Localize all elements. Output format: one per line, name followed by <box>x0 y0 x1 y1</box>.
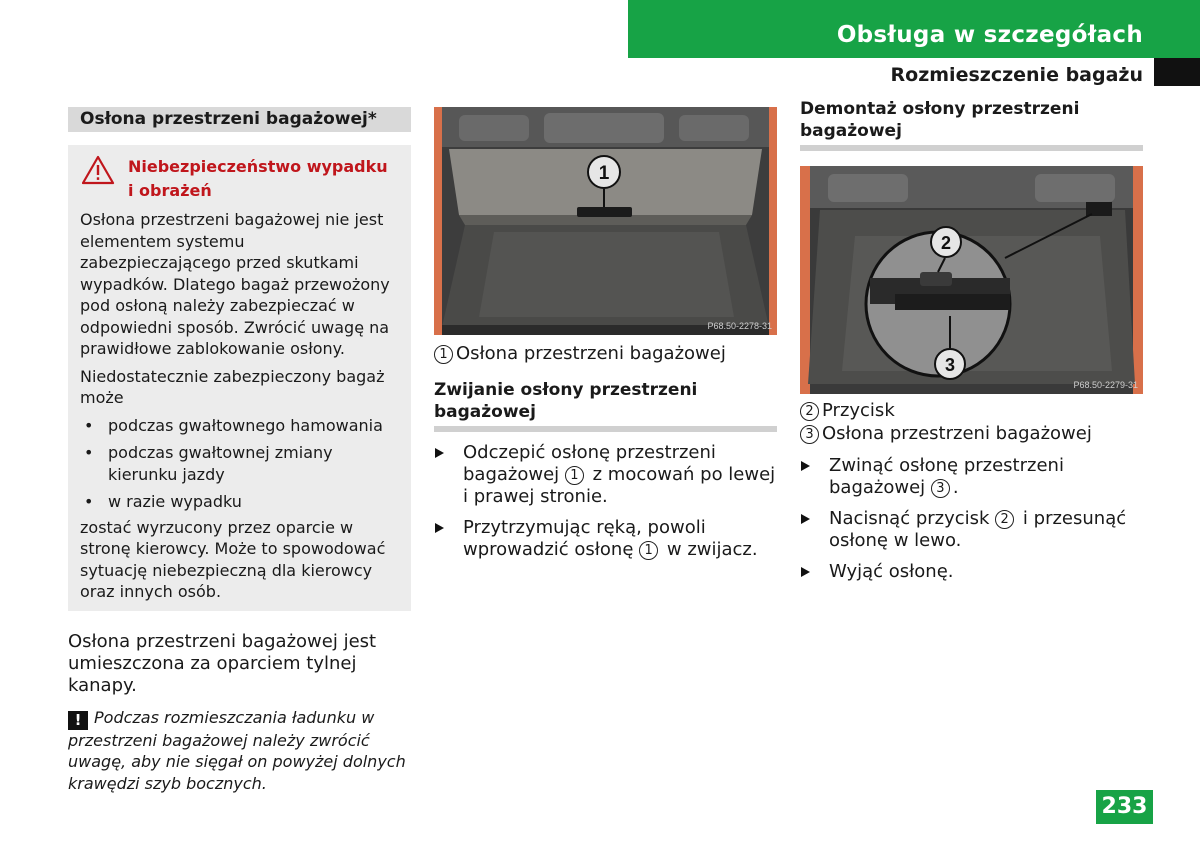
note-text: Podczas rozmieszczania ładunku w przestrzeni bagażowej należy zwrócić uwagę, aby nie sięgał on powyżej dolnych krawędzi szyb bocznych. <box>68 707 406 793</box>
page-number: 233 <box>1096 790 1153 824</box>
callout-1: 1 <box>598 163 610 184</box>
warning-title-line2: i obrażeń <box>128 181 212 200</box>
step-text: . <box>952 477 959 498</box>
step-list <box>800 455 1143 583</box>
callout-number: 1 <box>639 541 658 560</box>
step-text: Odczepić osłonę przestrzeni bagażowej <box>463 442 716 485</box>
chapter-title: Obsługa w szczegółach <box>836 22 1143 48</box>
list-item: • w razie wypadku <box>80 491 399 513</box>
list-item <box>800 455 1143 499</box>
callout-number: 2 <box>800 402 819 421</box>
callout-number: 2 <box>995 510 1014 529</box>
step-text: Nacisnąć przycisk <box>829 508 990 529</box>
warning-box <box>68 145 411 611</box>
callout-number: 1 <box>434 345 453 364</box>
section-title: Osłona przestrzeni bagażowej* <box>68 107 411 132</box>
warning-paragraph-3: zostać wyrzucony przez oparcie w stronę kierowcy. Może to spowodować sytuację niebezpieczną dla kierowcy oraz innych osób. <box>80 517 386 601</box>
step-list <box>434 442 777 561</box>
list-item: • podczas gwałtownej zmiany kierunku jazdy <box>80 442 399 485</box>
image-code: P68.50-2278-31 <box>707 321 772 331</box>
step-text: z mocowań po lewej i prawej stronie. <box>463 464 776 507</box>
warning-paragraph-1: Osłona przestrzeni bagażowej nie jest elementem systemu zabezpieczającego przed skutkami wypadków. Dlatego bagaż przewożony pod osłoną należy zabezpieczać w odpowiedni sposób. Zwrócić uwagę na prawidłowe zablokowanie osłony. <box>80 210 390 358</box>
trunk-photo-1 <box>434 107 777 335</box>
callout-number: 3 <box>800 425 819 444</box>
note <box>68 707 411 795</box>
photo-caption <box>434 343 777 365</box>
step-text: i przesunąć osłonę w lewo. <box>829 508 1127 551</box>
column-left <box>68 107 411 794</box>
legend <box>800 400 1143 445</box>
exclamation-icon: ! <box>68 711 88 730</box>
image-code: P68.50-2279-31 <box>1073 380 1138 390</box>
list-item: • podczas gwałtownego hamowania <box>80 415 399 437</box>
step-text: Zwinąć osłonę przestrzeni bagażowej <box>829 455 1064 498</box>
legend-item <box>800 400 1143 422</box>
warning-triangle-icon <box>82 155 118 185</box>
callout-2: 2 <box>940 233 952 253</box>
list-item <box>800 508 1143 552</box>
callout-number: 1 <box>565 466 584 485</box>
section-subtitle: Rozmieszczenie bagażu <box>890 64 1143 86</box>
warning-title-line1: Niebezpieczeństwo wypadku <box>128 157 388 176</box>
trunk-photo-2 <box>800 166 1143 394</box>
callout-number: 3 <box>931 479 950 498</box>
column-middle <box>434 107 777 570</box>
list-item: Wyjąć osłonę. <box>800 561 1143 583</box>
column-right <box>800 98 1143 592</box>
step-text: w zwijacz. <box>666 539 758 560</box>
step-text: Przytrzymując ręką, powoli wprowadzić osłonę <box>463 517 706 560</box>
subsection-title: Zwijanie osłony przestrzeni bagażowej <box>434 379 777 432</box>
cover-release-illustration <box>800 166 1143 394</box>
warning-bullet-list <box>80 415 399 513</box>
list-item <box>434 442 777 508</box>
caption-text: Osłona przestrzeni bagażowej <box>456 343 726 364</box>
subtitle-marker <box>1154 58 1200 86</box>
body-paragraph: Osłona przestrzeni bagażowej jest umieszczona za oparciem tylnej kanapy. <box>68 630 377 696</box>
legend-item <box>800 423 1143 445</box>
legend-text: Przycisk <box>822 400 895 421</box>
trunk-cover-illustration <box>434 107 777 335</box>
warning-title <box>80 155 399 203</box>
legend-text: Osłona przestrzeni bagażowej <box>822 423 1092 444</box>
subsection-title: Demontaż osłony przestrzeni bagażowej <box>800 98 1143 151</box>
warning-paragraph-2: Niedostatecznie zabezpieczony bagaż może <box>80 366 385 407</box>
callout-3: 3 <box>944 355 956 375</box>
list-item <box>434 517 777 561</box>
